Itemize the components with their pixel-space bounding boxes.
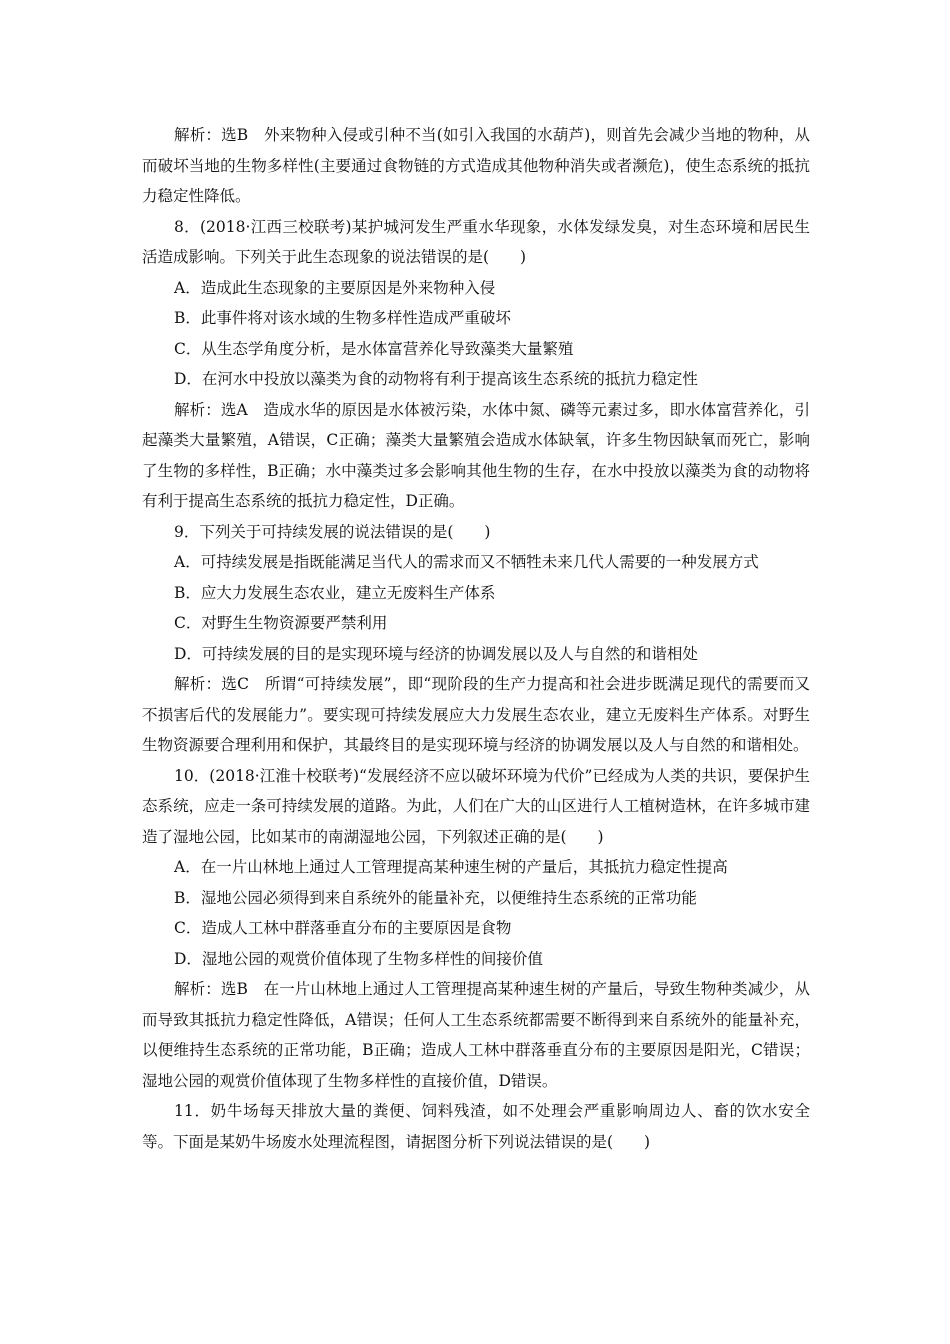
answer-analysis-10: 解析：选B 在一片山林地上通过人工管理提高某种速生树的产量后，导致生物种类减少，从而导致其抵抗力稳定性降低，A错误；任何人工生态系统都需要不断得到来自系统外的能量补充，以便维持生态系统的正常功能，B正确；造成人工林中群落垂直分布的主要原因是阳光，C错误；湿地公园的观赏价值体现了生物多样性的直接价值，D错误。 bbox=[142, 980, 810, 1090]
question-10-option-a: A．在一片山林地上通过人工管理提高某种速生树的产量后，其抵抗力稳定性提高 bbox=[174, 858, 728, 876]
answer-analysis-9: 解析：选C 所谓“可持续发展”，即“现阶段的生产力提高和社会进步既满足现代的需要而又不损害后代的发展能力”。要实现可持续发展应大力发展生态农业，建立无废料生产体系。对野生生物资源要合理利用和保护，其最终目的是实现环境与经济的协调发展以及人与自然的和谐相处。 bbox=[142, 675, 810, 754]
question-8-option-d: D．在河水中投放以藻类为食的动物将有利于提高该生态系统的抵抗力稳定性 bbox=[174, 370, 698, 388]
question-9-option-c: C．对野生生物资源要严禁利用 bbox=[174, 614, 388, 632]
question-8-option-b: B．此事件将对该水域的生物多样性造成严重破坏 bbox=[174, 309, 511, 327]
question-11-stem: 11．奶牛场每天排放大量的粪便、饲料残渣，如不处理会严重影响周边人、畜的饮水安全等。下面是某奶牛场废水处理流程图，请据图分析下列说法错误的是( ) bbox=[142, 1102, 810, 1151]
answer-analysis-7: 解析：选B 外来物种入侵或引种不当(如引入我国的水葫芦)，则首先会减少当地的物种，从而破坏当地的生物多样性(主要通过食物链的方式造成其他物种消失或者濒危)，使生态系统的抵抗力稳定性降低。 bbox=[142, 126, 810, 205]
question-8-stem: 8．(2018·江西三校联考)某护城河发生严重水华现象，水体发绿发臭，对生态环境和居民生活造成影响。下列关于此生态现象的说法错误的是( ) bbox=[142, 217, 810, 266]
answer-analysis-8: 解析：选A 造成水华的原因是水体被污染，水体中氮、磷等元素过多，即水体富营养化，引起藻类大量繁殖，A错误，C正确；藻类大量繁殖会造成水体缺氧，许多生物因缺氧而死亡，影响了生物的多样性，B正确；水中藻类过多会影响其他生物的生存，在水中投放以藻类为食的动物将有利于提高生态系统的抵抗力稳定性，D正确。 bbox=[142, 400, 810, 510]
question-10-option-c: C．造成人工林中群落垂直分布的主要原因是食物 bbox=[174, 919, 512, 937]
question-9-stem: 9．下列关于可持续发展的说法错误的是( ) bbox=[174, 522, 491, 541]
question-10-option-b: B．湿地公园必须得到来自系统外的能量补充，以便维持生态系统的正常功能 bbox=[174, 888, 697, 907]
question-9-option-d: D．可持续发展的目的是实现环境与经济的协调发展以及人与自然的和谐相处 bbox=[174, 644, 698, 663]
question-10-stem: 10．(2018·江淮十校联考)“发展经济不应以破坏环境为代价”已经成为人类的共识，要保护生态系统，应走一条可持续发展的道路。为此，人们在广大的山区进行人工植树造林，在许多城市建造了湿地公园，比如某市的南湖湿地公园，下列叙述正确的是( ) bbox=[142, 766, 810, 846]
question-8-option-a: A．造成此生态现象的主要原因是外来物种入侵 bbox=[174, 278, 496, 297]
document-body bbox=[142, 120, 810, 1157]
question-9-option-b: B．应大力发展生态农业，建立无废料生产体系 bbox=[174, 583, 496, 602]
question-9-option-a: A．可持续发展是指既能满足当代人的需求而又不牺牲未来几代人需要的一种发展方式 bbox=[174, 553, 759, 571]
question-8-option-c: C．从生态学角度分析，是水体富营养化导致藻类大量繁殖 bbox=[174, 339, 574, 358]
question-10-option-d: D．湿地公园的观赏价值体现了生物多样性的间接价值 bbox=[174, 949, 543, 968]
